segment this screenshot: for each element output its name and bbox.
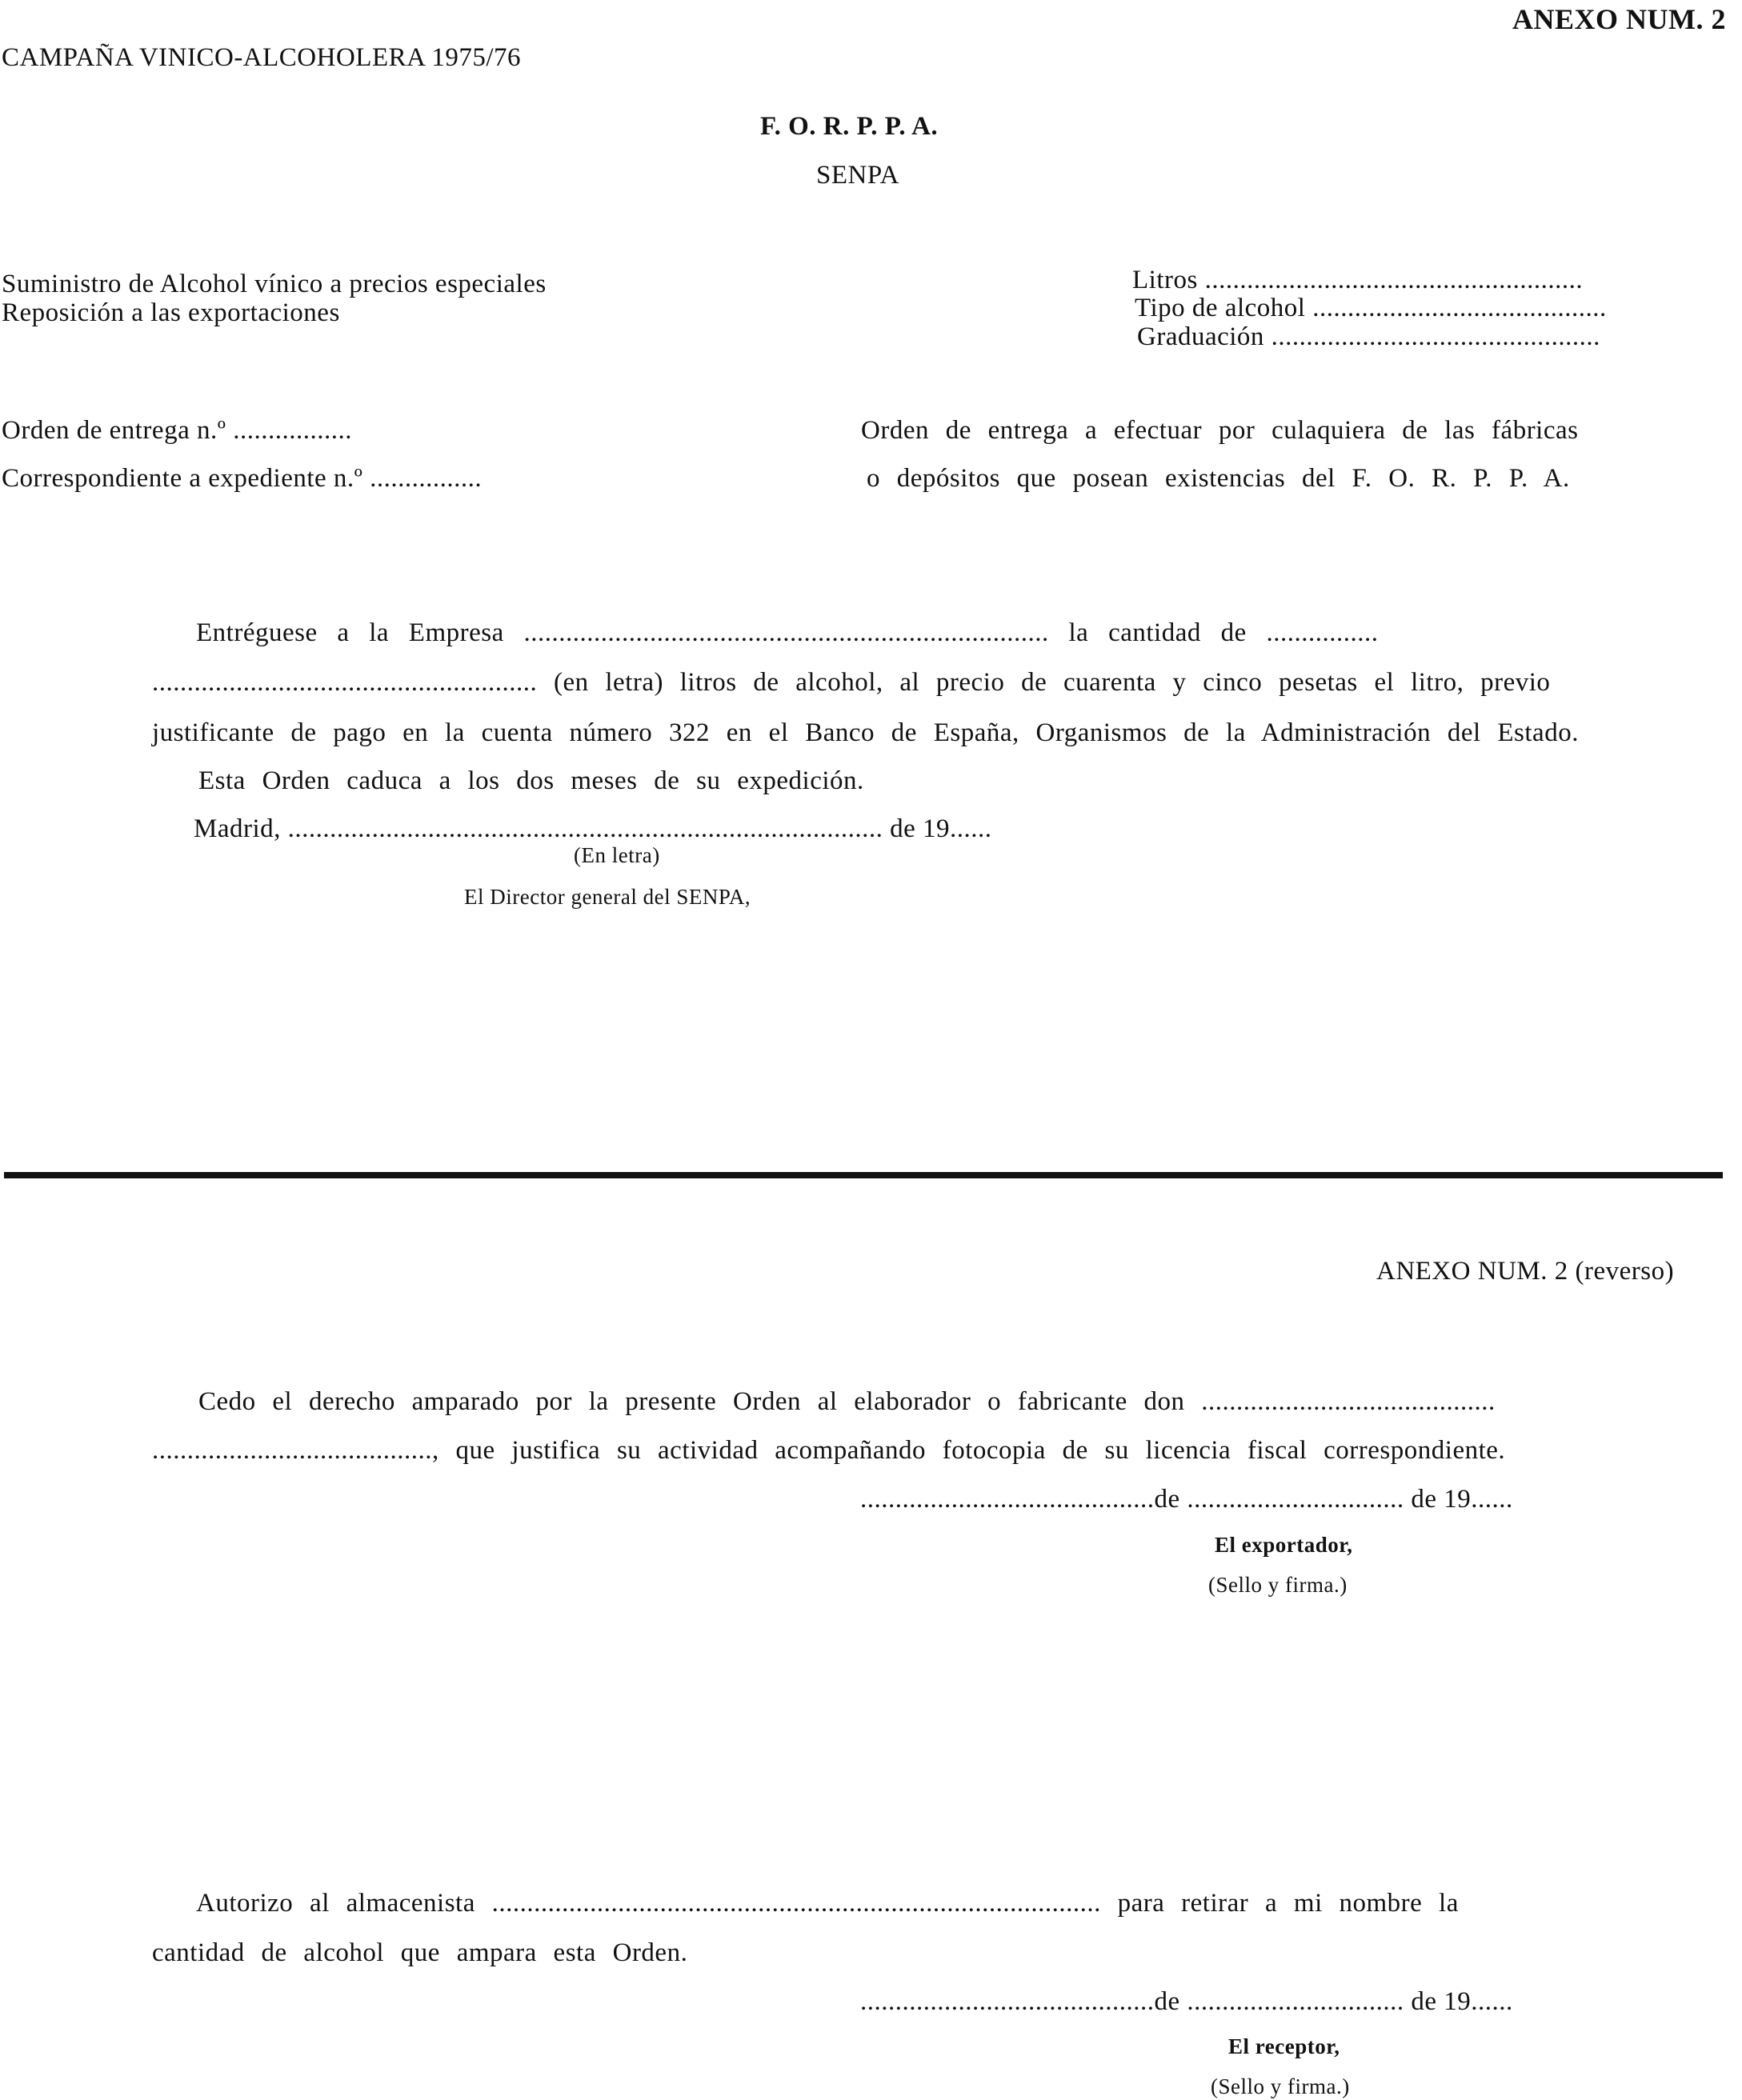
front-body-line4: Esta Orden caduca a los dos meses de su expedición. xyxy=(198,766,864,795)
assignment-line1: Cedo el derecho amparado por la presente Orden al elaborador o fabricante don .......................................... xyxy=(198,1387,1496,1416)
front-body-line2: ....................................................... (en letra) litros de alcohol, al precio de cuarenta y cinco pesetas el litro, previo xyxy=(152,668,1551,697)
delivery-order-number: Orden de entrega n.º ................. xyxy=(2,416,352,445)
alcohol-type-field: Tipo de alcohol .......................................... xyxy=(1135,294,1607,322)
annex-number: ANEXO NUM. 2 xyxy=(1512,3,1726,35)
front-body-line1: Entréguese a la Empresa ........................................................................... la cantidad de ................ xyxy=(196,618,1379,647)
file-number: Correspondiente a expediente n.º ................ xyxy=(2,464,483,493)
front-body-line3: justificante de pago en la cuenta número 322 en el Banco de España, Organismos de la Administración del Estado. xyxy=(152,718,1579,747)
exporter-seal-note: (Sello y firma.) xyxy=(1208,1573,1348,1597)
receiver-seal-note: (Sello y firma.) xyxy=(1211,2074,1350,2098)
director-signature: El Director general del SENPA, xyxy=(464,885,751,909)
liters-field: Litros ...................................................... xyxy=(1132,266,1584,294)
campaign-title: CAMPAÑA VINICO-ALCOHOLERA 1975/76 xyxy=(2,43,522,72)
supply-description: Suministro de Alcohol vínico a precios especiales xyxy=(2,270,547,298)
assignment-line2: ........................................, que justifica su actividad acompañando fotocopia de su licencia fiscal correspondiente. xyxy=(152,1436,1506,1465)
in-letters-note: (En letra) xyxy=(574,843,660,867)
assignment-date: ..........................................de ............................... de 19...... xyxy=(860,1485,1513,1514)
delivery-order-note-line1: Orden de entrega a efectuar por culaquiera de las fábricas xyxy=(861,416,1579,445)
exporter-signature: El exportador, xyxy=(1215,1533,1353,1557)
delivery-order-note-line2: o depósitos que posean existencias del F. O. R. P. P. A. xyxy=(867,464,1570,493)
replacement-description: Reposición a las exportaciones xyxy=(2,298,340,327)
front-body-date-line: Madrid, ..................................................................................... de 19...... xyxy=(194,814,992,843)
receiver-signature: El receptor, xyxy=(1228,2034,1340,2058)
reverse-annex-number: ANEXO NUM. 2 (reverso) xyxy=(1376,1257,1675,1286)
authorization-line2: cantidad de alcohol que ampara esta Orden. xyxy=(152,1938,688,1967)
agency-title: SENPA xyxy=(816,161,899,190)
authorization-date: ..........................................de ............................... de 19...... xyxy=(860,1987,1513,2016)
org-title: F. O. R. P. P. A. xyxy=(760,112,939,141)
authorization-line1: Autorizo al almacenista ....................................................................................... para retirar a mi nombre la xyxy=(196,1889,1459,1918)
graduation-field: Graduación ............................................... xyxy=(1137,322,1600,351)
section-divider xyxy=(4,1172,1723,1178)
